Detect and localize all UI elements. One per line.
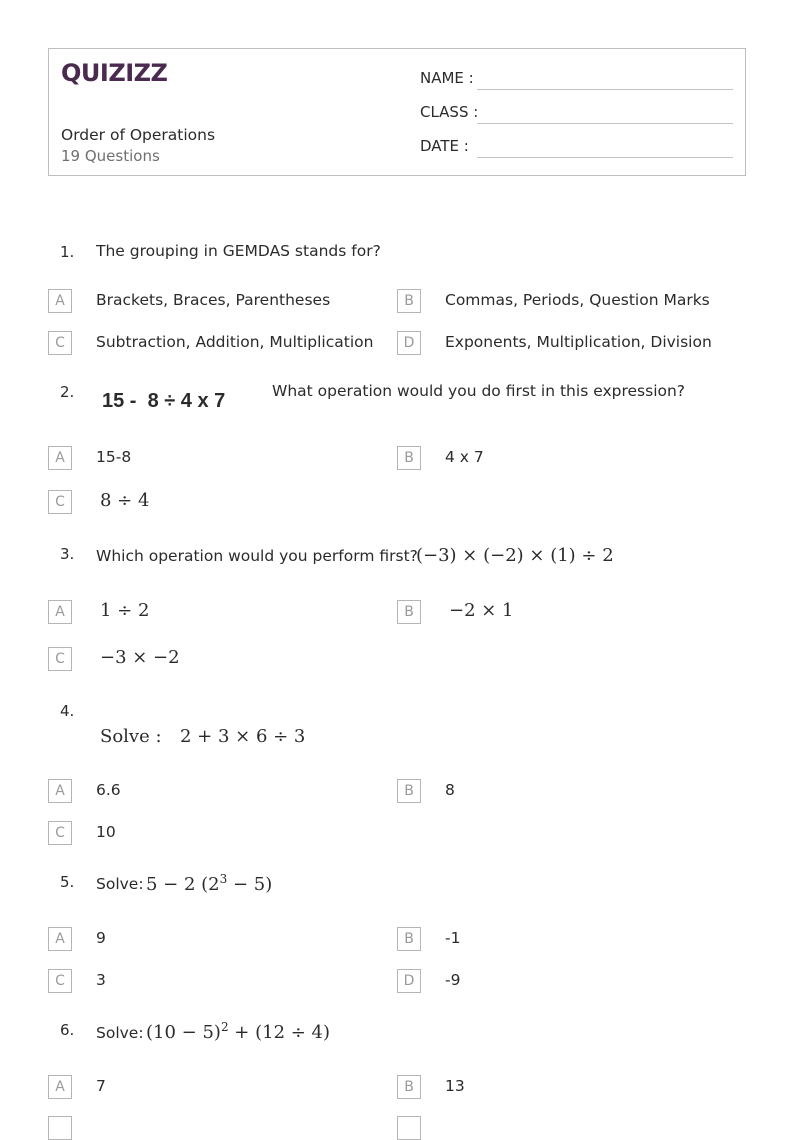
question-math: 2 + 3 × 6 ÷ 3 (180, 726, 306, 747)
date-label: DATE : (420, 137, 469, 155)
name-label: NAME : (420, 69, 474, 87)
option-box[interactable]: A (48, 779, 72, 803)
question-text: Solve: (96, 875, 144, 893)
question-number: 1. (60, 243, 75, 261)
option-box-partial[interactable] (48, 1116, 72, 1140)
name-line[interactable] (477, 89, 733, 90)
option-box[interactable]: A (48, 1075, 72, 1099)
option-text: 4 x 7 (445, 448, 484, 466)
option-box[interactable]: B (397, 600, 421, 624)
question-math: 5 − 2 $(2^3 - 5)$ (146, 872, 273, 895)
question-count: 19 Questions (61, 147, 160, 165)
option-box[interactable]: A (48, 600, 72, 624)
option-box[interactable]: D (397, 331, 421, 355)
option-box[interactable]: D (397, 969, 421, 993)
worksheet-title: Order of Operations (61, 126, 216, 144)
question-number: 3. (60, 545, 75, 563)
option-text: 8 (445, 781, 455, 799)
option-box[interactable]: C (48, 647, 72, 671)
option-text: -9 (445, 971, 461, 989)
option-box-partial[interactable] (397, 1116, 421, 1140)
class-label: CLASS : (420, 103, 479, 121)
option-box[interactable]: B (397, 446, 421, 470)
question-number: 5. (60, 873, 75, 891)
option-text: 13 (445, 1077, 465, 1095)
quizizz-logo: QUIZIZZ (61, 59, 168, 87)
question-text: Solve: (96, 1024, 144, 1042)
option-text: -1 (445, 929, 461, 947)
class-line[interactable] (477, 123, 733, 124)
option-box[interactable]: B (397, 1075, 421, 1099)
option-box[interactable]: A (48, 927, 72, 951)
option-text: 3 (96, 971, 106, 989)
date-line[interactable] (477, 157, 733, 158)
question-number: 4. (60, 702, 75, 720)
question-text: The grouping in GEMDAS stands for? (96, 242, 381, 260)
question-number: 2. (60, 383, 75, 401)
option-text: Subtraction, Addition, Multiplication (96, 333, 374, 351)
option-box[interactable]: A (48, 289, 72, 313)
question-math: $(10 - 5)^2 + (12 \div 4)$ (146, 1020, 331, 1043)
option-math: 1 ÷ 2 (100, 600, 150, 621)
question-text: Which operation would you perform first? (96, 547, 418, 565)
option-box[interactable]: C (48, 821, 72, 845)
option-text: 6.6 (96, 781, 121, 799)
option-box[interactable]: A (48, 446, 72, 470)
option-box[interactable]: C (48, 331, 72, 355)
option-text: Exponents, Multiplication, Division (445, 333, 712, 351)
option-box[interactable]: B (397, 289, 421, 313)
option-text: Brackets, Braces, Parentheses (96, 291, 331, 309)
option-box[interactable]: B (397, 927, 421, 951)
option-math: −3 × −2 (100, 647, 180, 668)
question-math-label: Solve : (100, 726, 162, 747)
option-box[interactable]: C (48, 969, 72, 993)
option-math: 8 ÷ 4 (100, 490, 150, 511)
worksheet-header (48, 48, 746, 176)
option-box[interactable]: C (48, 490, 72, 514)
option-text: 15-8 (96, 448, 132, 466)
question-math: (−3) × (−2) × (1) ÷ 2 (416, 545, 614, 566)
expression-image: 15 - 8 ÷ 4 x 7 (102, 390, 226, 412)
option-text: 10 (96, 823, 116, 841)
option-box[interactable]: B (397, 779, 421, 803)
question-text: What operation would you do first in this expression? (272, 382, 686, 400)
option-text: 7 (96, 1077, 106, 1095)
option-text: 9 (96, 929, 106, 947)
option-text: Commas, Periods, Question Marks (445, 291, 710, 309)
question-number: 6. (60, 1021, 75, 1039)
option-math: −2 × 1 (449, 600, 514, 621)
